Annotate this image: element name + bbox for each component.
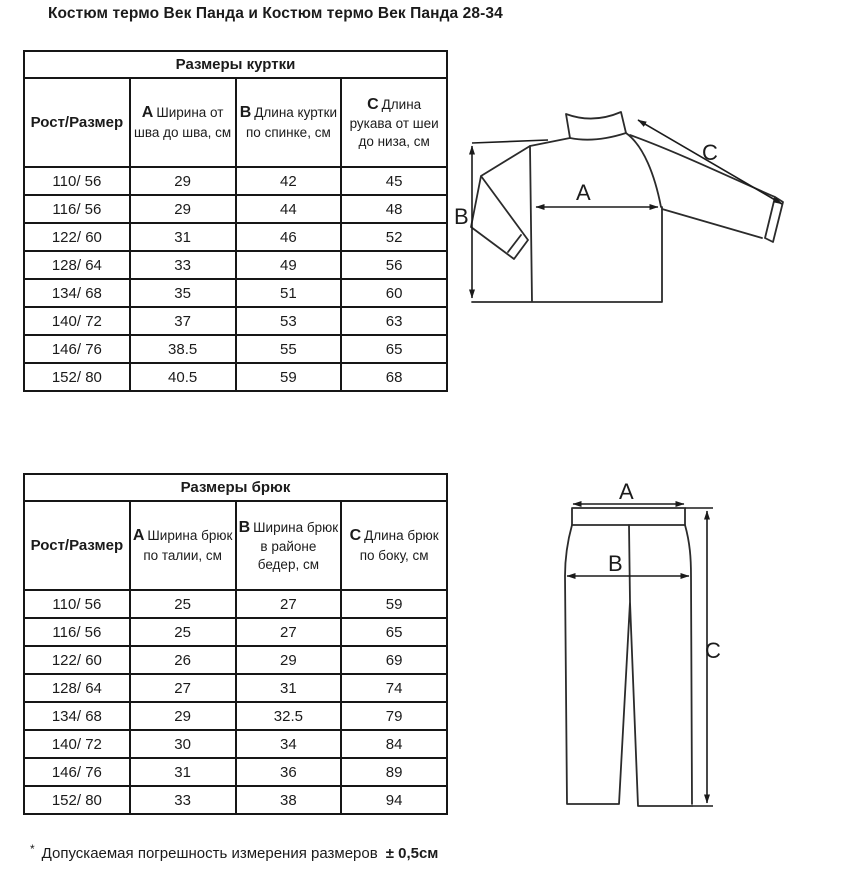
table-row: [24, 307, 447, 335]
size-cell: 146/ 76: [24, 335, 130, 363]
jacket-dim-b-ext: [472, 140, 548, 143]
value-cell: 45: [341, 167, 447, 195]
column-header-size: Рост/Размер: [24, 501, 130, 590]
value-cell: 27: [236, 618, 342, 646]
table-row: [24, 335, 447, 363]
table-row: [24, 786, 447, 814]
jacket-dim-a-label: A: [576, 180, 591, 205]
value-cell: 89: [341, 758, 447, 786]
value-cell: 49: [236, 251, 342, 279]
size-cell: 116/ 56: [24, 618, 130, 646]
footnote-asterisk: *: [30, 842, 35, 856]
column-header-a: [130, 78, 236, 167]
value-cell: 65: [341, 335, 447, 363]
table-row: [24, 363, 447, 391]
size-cell: 134/ 68: [24, 702, 130, 730]
value-cell: 63: [341, 307, 447, 335]
dim-letter-b: B: [238, 518, 251, 536]
table-row: [24, 590, 447, 618]
dim-desc-b: Длина куртки по спинке, см: [246, 105, 338, 141]
value-cell: 33: [130, 251, 236, 279]
size-cell: 134/ 68: [24, 279, 130, 307]
value-cell: 27: [236, 590, 342, 618]
value-cell: 60: [341, 279, 447, 307]
tolerance-footnote: [30, 842, 438, 862]
value-cell: 31: [236, 674, 342, 702]
dim-letter-b: B: [239, 104, 252, 122]
value-cell: 26: [130, 646, 236, 674]
size-cell: 152/ 80: [24, 363, 130, 391]
value-cell: 33: [130, 786, 236, 814]
value-cell: 40.5: [130, 363, 236, 391]
size-cell: 128/ 64: [24, 251, 130, 279]
pants-waistband-line: [572, 508, 685, 525]
pants-dim-a-label: A: [619, 479, 634, 504]
pants-dim-c-label: C: [705, 638, 721, 663]
jacket-size-table: [23, 50, 448, 392]
dim-letter-c: C: [349, 527, 362, 545]
dim-desc-a: Ширина от шва до шва, см: [134, 105, 232, 141]
column-header-b: [236, 501, 342, 590]
size-cell: 116/ 56: [24, 195, 130, 223]
page-title: Костюм термо Век Панда и Костюм термо Век Панда 28-34: [48, 5, 503, 22]
size-cell: 140/ 72: [24, 307, 130, 335]
jacket-collar-line: [566, 112, 626, 140]
value-cell: 59: [236, 363, 342, 391]
dim-desc-b: Ширина брюк в районе бедер, см: [253, 519, 339, 572]
value-cell: 31: [130, 758, 236, 786]
jacket-diagram: [450, 88, 848, 333]
pants-size-table: [23, 473, 448, 815]
value-cell: 25: [130, 590, 236, 618]
column-header-c: [341, 501, 447, 590]
table-row: [24, 674, 447, 702]
size-cell: 110/ 56: [24, 167, 130, 195]
value-cell: 44: [236, 195, 342, 223]
jacket-dim-b-label: B: [454, 204, 469, 229]
value-cell: 29: [130, 195, 236, 223]
table-row: [24, 195, 447, 223]
pants-legs-line: [565, 525, 692, 806]
table-row: [24, 223, 447, 251]
value-cell: 36: [236, 758, 342, 786]
value-cell: 29: [130, 167, 236, 195]
pants-diagram: [545, 468, 755, 833]
size-cell: 122/ 60: [24, 646, 130, 674]
value-cell: 94: [341, 786, 447, 814]
value-cell: 38: [236, 786, 342, 814]
value-cell: 29: [236, 646, 342, 674]
jacket-table-title: Размеры куртки: [24, 51, 447, 78]
pants-dim-b-label: B: [608, 551, 623, 576]
dim-letter-c: C: [367, 95, 379, 113]
jacket-left-sleeve-line: [471, 146, 530, 259]
value-cell: 27: [130, 674, 236, 702]
value-cell: 65: [341, 618, 447, 646]
dim-letter-a: A: [132, 527, 145, 545]
value-cell: 79: [341, 702, 447, 730]
value-cell: 35: [130, 279, 236, 307]
value-cell: 69: [341, 646, 447, 674]
value-cell: 38.5: [130, 335, 236, 363]
value-cell: 74: [341, 674, 447, 702]
column-header-c: [341, 78, 447, 167]
value-cell: 68: [341, 363, 447, 391]
value-cell: 34: [236, 730, 342, 758]
column-header-a: [130, 501, 236, 590]
column-header-size: Рост/Размер: [24, 78, 130, 167]
size-cell: 128/ 64: [24, 674, 130, 702]
size-cell: 110/ 56: [24, 590, 130, 618]
table-row: [24, 758, 447, 786]
value-cell: 84: [341, 730, 447, 758]
value-cell: 32.5: [236, 702, 342, 730]
value-cell: 25: [130, 618, 236, 646]
footnote-text: Допускаемая погрешность измерения размеров: [41, 845, 378, 862]
table-row: [24, 618, 447, 646]
table-row: [24, 251, 447, 279]
size-cell: 140/ 72: [24, 730, 130, 758]
column-header-b: [236, 78, 342, 167]
dim-letter-a: A: [141, 104, 154, 122]
dim-desc-a: Ширина брюк по талии, см: [143, 528, 233, 564]
size-cell: 146/ 76: [24, 758, 130, 786]
value-cell: 48: [341, 195, 447, 223]
table-row: [24, 730, 447, 758]
value-cell: 52: [341, 223, 447, 251]
dim-desc-c: Длина брюк по боку, см: [359, 528, 439, 564]
table-row: [24, 702, 447, 730]
value-cell: 29: [130, 702, 236, 730]
jacket-dim-c-label: C: [702, 140, 718, 165]
size-cell: 122/ 60: [24, 223, 130, 251]
value-cell: 56: [341, 251, 447, 279]
footnote-tolerance-value: ± 0,5см: [385, 845, 439, 862]
size-cell: 152/ 80: [24, 786, 130, 814]
value-cell: 51: [236, 279, 342, 307]
value-cell: 30: [130, 730, 236, 758]
value-cell: 55: [236, 335, 342, 363]
dim-desc-c: Длина рукава от шеи до низа, см: [349, 96, 439, 149]
jacket-body-line: [472, 133, 662, 302]
value-cell: 31: [130, 223, 236, 251]
value-cell: 53: [236, 307, 342, 335]
value-cell: 37: [130, 307, 236, 335]
value-cell: 59: [341, 590, 447, 618]
table-row: [24, 167, 447, 195]
value-cell: 42: [236, 167, 342, 195]
value-cell: 46: [236, 223, 342, 251]
table-row: [24, 279, 447, 307]
pants-table-title: Размеры брюк: [24, 474, 447, 501]
table-row: [24, 646, 447, 674]
